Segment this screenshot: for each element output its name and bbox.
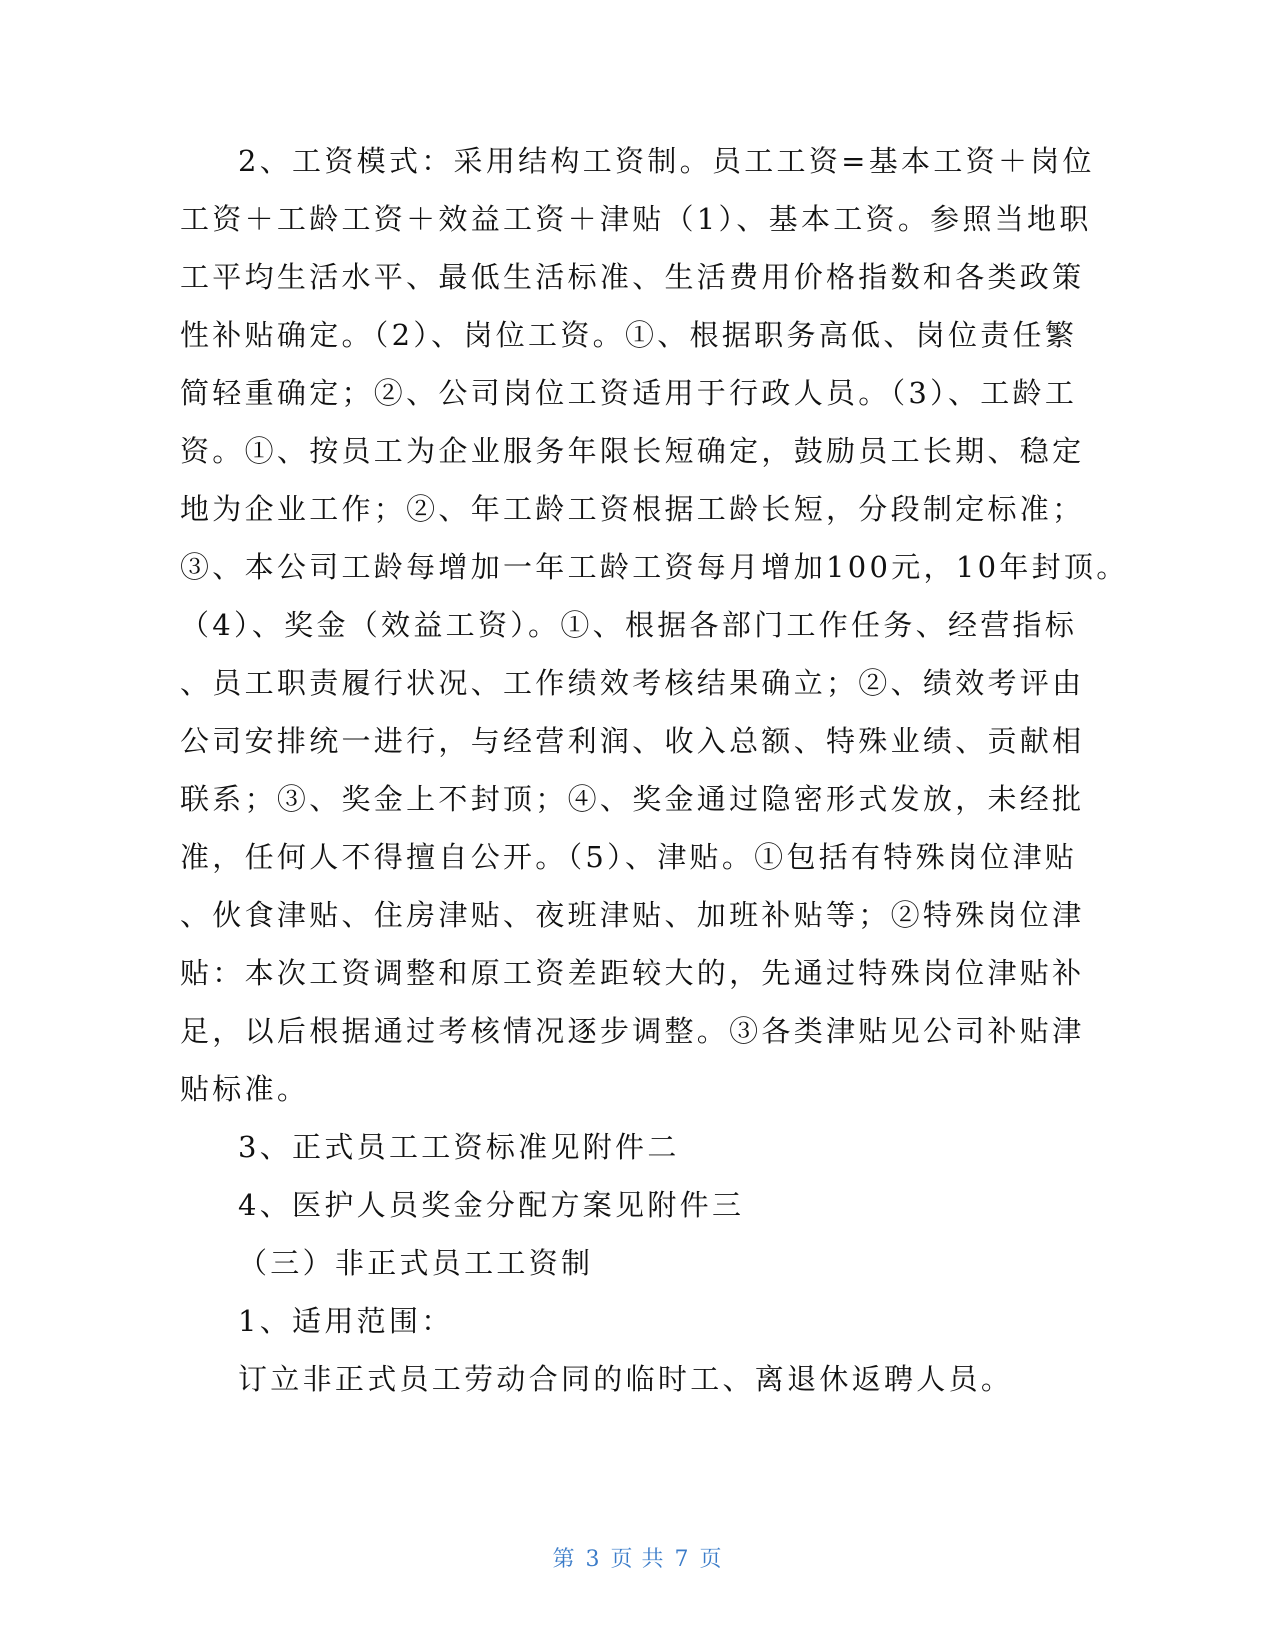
current-page-number: 3	[585, 1547, 601, 1572]
paragraph-line: 工平均生活水平、最低生活标准、生活费用价格指数和各类政策	[180, 260, 1085, 294]
paragraph-line: 公司安排统一进行，与经营利润、收入总额、特殊业绩、贡献相	[180, 724, 1085, 758]
paragraph-line: 足，以后根据通过考核情况逐步调整。③各类津贴见公司补贴津	[180, 1014, 1085, 1048]
paragraph-line: 贴：本次工资调整和原工资差距较大的，先通过特殊岗位津贴补	[180, 956, 1085, 990]
paragraph-line: 性补贴确定。（2）、岗位工资。①、根据职务高低、岗位责任繁	[180, 318, 1078, 352]
footer-middle: 页 共	[610, 1547, 665, 1572]
total-pages-number: 7	[674, 1547, 690, 1572]
subsection-heading: 1、适用范围：	[238, 1304, 454, 1338]
paragraph-line: 地为企业工作；②、年工龄工资根据工龄长短，分段制定标准；	[180, 492, 1085, 526]
paragraph-line: （4）、奖金（效益工资）。①、根据各部门工作任务、经营指标	[180, 608, 1078, 642]
paragraph-line: 资。①、按员工为企业服务年限长短确定，鼓励员工长期、稳定	[180, 434, 1085, 468]
paragraph-line: 准，任何人不得擅自公开。（5）、津贴。①包括有特殊岗位津贴	[180, 840, 1078, 874]
section-heading: （三）非正式员工工资制	[238, 1246, 594, 1280]
paragraph-line: 联系；③、奖金上不封顶；④、奖金通过隐密形式发放，未经批	[180, 782, 1085, 816]
footer-suffix: 页	[699, 1547, 723, 1572]
paragraph-line: ③、本公司工龄每增加一年工龄工资每月增加100元，10年封顶。	[180, 550, 1129, 584]
paragraph-line: 贴标准。	[180, 1072, 310, 1106]
list-item-bonus-plan: 4、医护人员奖金分配方案见附件三	[238, 1188, 745, 1222]
paragraph-line: 2、工资模式：采用结构工资制。员工工资=基本工资＋岗位	[238, 144, 1095, 178]
paragraph-line: 、员工职责履行状况、工作绩效考核结果确立；②、绩效考评由	[180, 666, 1085, 700]
page-footer	[0, 1545, 1275, 1575]
paragraph-line: 工资＋工龄工资＋效益工资＋津贴（1）、基本工资。参照当地职	[180, 202, 1092, 236]
footer-prefix: 第	[552, 1547, 576, 1572]
paragraph-line: 、伙食津贴、住房津贴、夜班津贴、加班补贴等；②特殊岗位津	[180, 898, 1085, 932]
paragraph-line: 简轻重确定；②、公司岗位工资适用于行政人员。（3）、工龄工	[180, 376, 1078, 410]
list-item-salary-standard: 3、正式员工工资标准见附件二	[238, 1130, 680, 1164]
scope-text: 订立非正式员工劳动合同的临时工、离退休返聘人员。	[238, 1362, 1014, 1396]
